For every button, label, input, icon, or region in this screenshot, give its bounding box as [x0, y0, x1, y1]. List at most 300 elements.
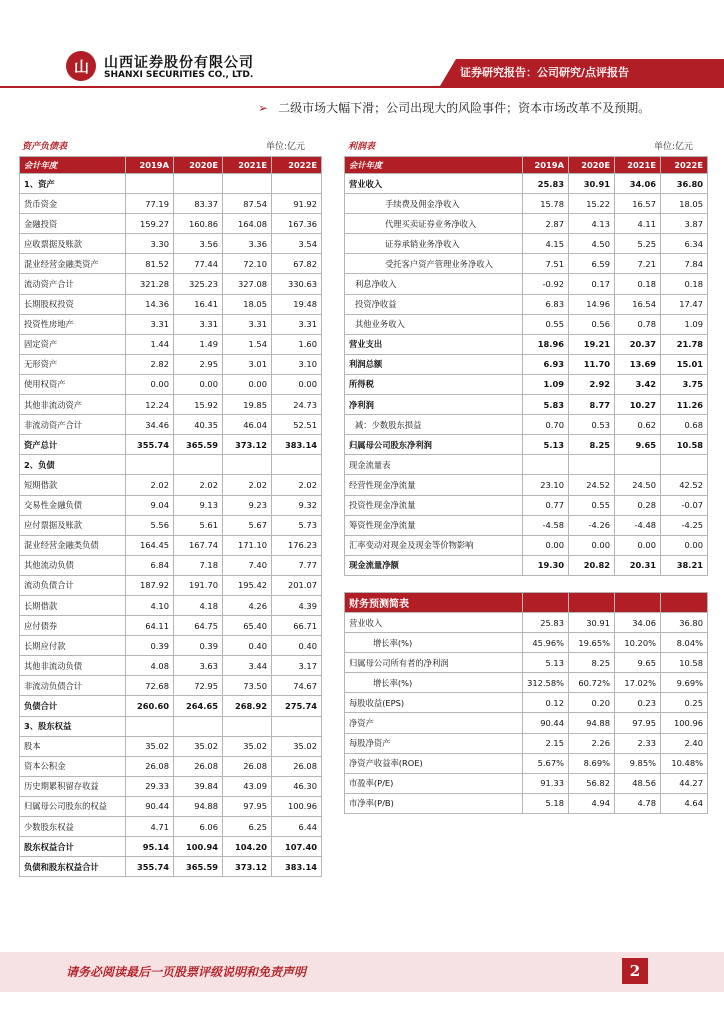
row-label: 受托客户资产管理业务净收入 — [345, 254, 523, 274]
row-value: 0.77 — [523, 495, 569, 515]
row-value: 0.18 — [661, 274, 708, 294]
table-row — [345, 415, 708, 435]
row-value: 107.40 — [272, 837, 322, 857]
row-value: 0.00 — [272, 374, 322, 394]
row-value: -0.07 — [661, 495, 708, 515]
row-value: 355.74 — [126, 435, 174, 455]
row-value: 100.96 — [272, 796, 322, 816]
page-header — [0, 0, 724, 100]
row-value: 11.26 — [661, 395, 708, 415]
row-value: 24.52 — [569, 475, 615, 495]
row-label: 增长率(%) — [345, 673, 523, 693]
row-value: 34.46 — [126, 415, 174, 435]
row-label: 利息净收入 — [345, 274, 523, 294]
row-value: 15.92 — [174, 395, 223, 415]
row-value: 74.67 — [272, 676, 322, 696]
row-value: 1.49 — [174, 334, 223, 354]
table-row — [345, 174, 708, 194]
row-value: 6.84 — [126, 555, 174, 575]
company-logo: 山 — [66, 51, 96, 81]
table-row — [345, 495, 708, 515]
row-value: 2.02 — [223, 475, 272, 495]
row-label: 代理买卖证券业务净收入 — [345, 214, 523, 234]
row-value: 52.51 — [272, 415, 322, 435]
table-row — [20, 294, 322, 314]
row-label: 归属母公司股东的权益 — [20, 796, 126, 816]
row-value: 365.59 — [174, 435, 223, 455]
row-value: 46.30 — [272, 776, 322, 796]
row-value: 91.92 — [272, 194, 322, 214]
row-value: 10.58 — [661, 653, 708, 673]
row-label: 净利润 — [345, 395, 523, 415]
cashflow-section-row — [345, 455, 708, 475]
row-value: 43.09 — [223, 776, 272, 796]
row-value: 373.12 — [223, 857, 272, 877]
table-row — [345, 274, 708, 294]
row-value: 48.56 — [615, 773, 661, 793]
row-label: 历史期累积留存收益 — [20, 776, 126, 796]
row-label: 市盈率(P/E) — [345, 773, 523, 793]
row-label: 应收票据及账款 — [20, 234, 126, 254]
row-value: 4.94 — [569, 793, 615, 813]
row-value: 72.68 — [126, 676, 174, 696]
row-value: 26.08 — [272, 756, 322, 776]
row-value: 3.31 — [126, 314, 174, 334]
row-label: 少数股东权益 — [20, 817, 126, 837]
row-value: 9.13 — [174, 495, 223, 515]
row-label: 净资产 — [345, 713, 523, 733]
table-row — [20, 837, 322, 857]
row-value: 1.54 — [223, 334, 272, 354]
income-statement-table — [344, 156, 708, 814]
row-value: 38.21 — [661, 555, 708, 575]
row-value: 15.01 — [661, 354, 708, 374]
row-value: 5.13 — [523, 653, 569, 673]
row-value: 1.09 — [523, 374, 569, 394]
row-value — [174, 716, 223, 736]
risk-bullet — [258, 99, 650, 116]
table-row — [20, 756, 322, 776]
row-value: 1.09 — [661, 314, 708, 334]
row-label: 非流动负债合计 — [20, 676, 126, 696]
row-value: 2.02 — [126, 475, 174, 495]
row-label: 归属母公司所有者的净利润 — [345, 653, 523, 673]
row-label: 归属母公司股东净利润 — [345, 435, 523, 455]
table-row — [345, 555, 708, 575]
row-label: 投资净收益 — [345, 294, 523, 314]
row-value: 164.45 — [126, 535, 174, 555]
row-value: 6.93 — [523, 354, 569, 374]
row-label: 2、负债 — [20, 455, 126, 475]
row-value: 2.92 — [569, 374, 615, 394]
row-value: 42.52 — [661, 475, 708, 495]
table-row — [20, 174, 322, 194]
row-value: 260.60 — [126, 696, 174, 716]
header-divider — [0, 86, 724, 88]
row-value: 67.82 — [272, 254, 322, 274]
row-value: 5.25 — [615, 234, 661, 254]
company-name-en: SHANXI SECURITIES CO., LTD. — [104, 70, 254, 80]
table-header-row — [20, 157, 322, 174]
table-row — [20, 194, 322, 214]
row-label: 汇率变动对现金及现金等价物影响 — [345, 535, 523, 555]
table-row — [20, 354, 322, 374]
row-value: 187.92 — [126, 575, 174, 595]
row-value: 167.36 — [272, 214, 322, 234]
row-label: 营业支出 — [345, 334, 523, 354]
row-label: 负债和股东权益合计 — [20, 857, 126, 877]
row-value: 3.01 — [223, 354, 272, 374]
row-value: 7.77 — [272, 555, 322, 575]
row-value: 30.91 — [569, 174, 615, 194]
row-label: 投资性现金净流量 — [345, 495, 523, 515]
table-row — [345, 374, 708, 394]
row-value: 0.55 — [569, 495, 615, 515]
row-label: 其他非流动负债 — [20, 656, 126, 676]
row-value: 91.33 — [523, 773, 569, 793]
row-value — [126, 716, 174, 736]
header-year: 2021E — [615, 157, 661, 174]
row-value: 201.07 — [272, 575, 322, 595]
row-value: 3.17 — [272, 656, 322, 676]
table-row — [20, 535, 322, 555]
header-year: 2019A — [126, 157, 174, 174]
row-value: 18.05 — [223, 294, 272, 314]
row-value: 0.00 — [223, 374, 272, 394]
table-row — [20, 415, 322, 435]
row-value: 9.65 — [615, 435, 661, 455]
row-value — [174, 174, 223, 194]
table-row — [345, 693, 708, 713]
row-value: 20.82 — [569, 555, 615, 575]
row-label: 流动负债合计 — [20, 575, 126, 595]
row-value: 16.57 — [615, 194, 661, 214]
row-value: 2.15 — [523, 733, 569, 753]
row-value: 0.53 — [569, 415, 615, 435]
table-row — [20, 616, 322, 636]
row-value: 2.33 — [615, 733, 661, 753]
row-label: 固定资产 — [20, 334, 126, 354]
row-value: 5.83 — [523, 395, 569, 415]
row-value: 9.69% — [661, 673, 708, 693]
row-value: 6.25 — [223, 817, 272, 837]
table-row — [20, 575, 322, 595]
header-year: 2019A — [523, 157, 569, 174]
row-label: 每股收益(EPS) — [345, 693, 523, 713]
row-value: 3.31 — [272, 314, 322, 334]
row-value: 0.68 — [661, 415, 708, 435]
row-label: 经营性现金净流量 — [345, 475, 523, 495]
header-year: 2020E — [569, 157, 615, 174]
row-value: 3.42 — [615, 374, 661, 394]
row-value — [272, 455, 322, 475]
table-row — [345, 314, 708, 334]
row-value: 19.30 — [523, 555, 569, 575]
row-value: 36.80 — [661, 174, 708, 194]
row-value: 164.08 — [223, 214, 272, 234]
row-value: 3.75 — [661, 374, 708, 394]
table-row — [345, 633, 708, 653]
row-value: 4.11 — [615, 214, 661, 234]
row-value: 73.50 — [223, 676, 272, 696]
row-label: 金融投资 — [20, 214, 126, 234]
row-value: 35.02 — [272, 736, 322, 756]
row-label: 短期借款 — [20, 475, 126, 495]
row-value: 8.25 — [569, 653, 615, 673]
row-value — [272, 716, 322, 736]
row-value: 65.40 — [223, 616, 272, 636]
table-row — [345, 334, 708, 354]
row-value: 4.50 — [569, 234, 615, 254]
row-value: 5.73 — [272, 515, 322, 535]
row-value: 66.71 — [272, 616, 322, 636]
row-value: 8.25 — [569, 435, 615, 455]
row-value: 94.88 — [174, 796, 223, 816]
row-label: 3、股东权益 — [20, 716, 126, 736]
table-row — [20, 676, 322, 696]
row-value: 0.00 — [569, 535, 615, 555]
row-value: 5.67% — [523, 753, 569, 773]
row-value: 383.14 — [272, 857, 322, 877]
row-value: 34.06 — [615, 612, 661, 632]
table-row — [20, 495, 322, 515]
table-row — [345, 733, 708, 753]
row-value: 14.96 — [569, 294, 615, 314]
row-value: 90.44 — [523, 713, 569, 733]
row-value: -0.92 — [523, 274, 569, 294]
row-value: 5.61 — [174, 515, 223, 535]
row-value: 15.22 — [569, 194, 615, 214]
table-row — [345, 254, 708, 274]
row-value: 4.13 — [569, 214, 615, 234]
row-value: 10.27 — [615, 395, 661, 415]
row-value: 35.02 — [223, 736, 272, 756]
row-label: 市净率(P/B) — [345, 793, 523, 813]
row-value: 19.21 — [569, 334, 615, 354]
row-label: 资本公积金 — [20, 756, 126, 776]
table-row — [345, 612, 708, 632]
table-row — [345, 653, 708, 673]
row-value: 160.86 — [174, 214, 223, 234]
row-value: 104.20 — [223, 837, 272, 857]
row-value: -4.25 — [661, 515, 708, 535]
row-value: 46.04 — [223, 415, 272, 435]
row-value: 0.18 — [615, 274, 661, 294]
row-value: 6.34 — [661, 234, 708, 254]
table-row — [345, 753, 708, 773]
row-value: 3.54 — [272, 234, 322, 254]
row-value: 40.35 — [174, 415, 223, 435]
table-row — [20, 254, 322, 274]
row-value: 23.10 — [523, 475, 569, 495]
table-row — [345, 713, 708, 733]
table-row — [20, 334, 322, 354]
row-value: 0.62 — [615, 415, 661, 435]
row-value: 355.74 — [126, 857, 174, 877]
row-value: 17.02% — [615, 673, 661, 693]
row-value: -4.58 — [523, 515, 569, 535]
row-value: 191.70 — [174, 575, 223, 595]
row-value: 24.50 — [615, 475, 661, 495]
row-label: 使用权资产 — [20, 374, 126, 394]
row-value: 10.20% — [615, 633, 661, 653]
row-value: 11.70 — [569, 354, 615, 374]
table-row — [20, 595, 322, 615]
row-value: 8.04% — [661, 633, 708, 653]
row-value: 45.96% — [523, 633, 569, 653]
empty-cell — [661, 455, 708, 475]
row-value: 6.83 — [523, 294, 569, 314]
row-label: 每股净资产 — [345, 733, 523, 753]
row-value: 0.55 — [523, 314, 569, 334]
row-label: 货币资金 — [20, 194, 126, 214]
table-row — [345, 793, 708, 813]
row-value: 8.77 — [569, 395, 615, 415]
row-value: 2.02 — [174, 475, 223, 495]
row-label: 负债合计 — [20, 696, 126, 716]
row-value: 8.69% — [569, 753, 615, 773]
row-value: 2.02 — [272, 475, 322, 495]
row-label: 筹资性现金净流量 — [345, 515, 523, 535]
row-value: 34.06 — [615, 174, 661, 194]
row-value — [223, 716, 272, 736]
row-label: 营业收入 — [345, 174, 523, 194]
row-value: 15.78 — [523, 194, 569, 214]
row-value: 325.23 — [174, 274, 223, 294]
row-value: 56.82 — [569, 773, 615, 793]
row-label: 流动资产合计 — [20, 274, 126, 294]
table-row — [345, 515, 708, 535]
row-value: 4.15 — [523, 234, 569, 254]
row-value: 4.78 — [615, 793, 661, 813]
row-value: 39.84 — [174, 776, 223, 796]
row-value: 6.44 — [272, 817, 322, 837]
row-label: 所得税 — [345, 374, 523, 394]
row-value: 97.95 — [223, 796, 272, 816]
row-label: 1、资产 — [20, 174, 126, 194]
row-value: 100.96 — [661, 713, 708, 733]
row-label: 净资产收益率(ROE) — [345, 753, 523, 773]
row-value: 10.48% — [661, 753, 708, 773]
row-value: 20.37 — [615, 334, 661, 354]
row-value: 171.10 — [223, 535, 272, 555]
row-value: 167.74 — [174, 535, 223, 555]
row-value: 24.73 — [272, 395, 322, 415]
row-value: 72.10 — [223, 254, 272, 274]
row-value: 25.83 — [523, 612, 569, 632]
row-value: -4.26 — [569, 515, 615, 535]
row-value — [174, 455, 223, 475]
table-header-row — [345, 157, 708, 174]
row-value: 4.08 — [126, 656, 174, 676]
cashflow-section-row-label: 现金流量表 — [345, 455, 523, 475]
row-value: 0.00 — [615, 535, 661, 555]
row-value: 9.23 — [223, 495, 272, 515]
row-value: 1.60 — [272, 334, 322, 354]
balance-unit: 单位:亿元 — [266, 142, 306, 152]
risk-text: 二级市场大幅下滑；公司出现大的风险事件；资本市场改革不及预期。 — [278, 101, 651, 115]
row-label: 其他流动负债 — [20, 555, 126, 575]
row-value: 9.65 — [615, 653, 661, 673]
row-value: 0.40 — [223, 636, 272, 656]
row-value: 3.63 — [174, 656, 223, 676]
row-label: 利润总额 — [345, 354, 523, 374]
row-value: 365.59 — [174, 857, 223, 877]
header-year: 2020E — [174, 157, 223, 174]
row-label: 现金流量净额 — [345, 555, 523, 575]
row-value: 7.18 — [174, 555, 223, 575]
row-value: 4.64 — [661, 793, 708, 813]
row-value: 3.10 — [272, 354, 322, 374]
row-value — [126, 174, 174, 194]
row-value: 64.75 — [174, 616, 223, 636]
empty-cell — [615, 592, 661, 612]
row-label: 混业经营金融类负债 — [20, 535, 126, 555]
row-value: 6.06 — [174, 817, 223, 837]
row-value: 9.04 — [126, 495, 174, 515]
row-value: 0.25 — [661, 693, 708, 713]
row-value: 0.39 — [126, 636, 174, 656]
row-label: 长期股权投资 — [20, 294, 126, 314]
header-year: 2022E — [661, 157, 708, 174]
row-value: 321.28 — [126, 274, 174, 294]
row-value: 19.65% — [569, 633, 615, 653]
row-value: 0.39 — [174, 636, 223, 656]
spacer-row — [345, 575, 708, 592]
table-row — [20, 435, 322, 455]
empty-cell — [615, 455, 661, 475]
row-value: 94.88 — [569, 713, 615, 733]
row-value: 12.24 — [126, 395, 174, 415]
row-value: 64.11 — [126, 616, 174, 636]
table-row — [20, 475, 322, 495]
row-value: 19.85 — [223, 395, 272, 415]
row-label: 股本 — [20, 736, 126, 756]
row-value: 195.42 — [223, 575, 272, 595]
row-label: 证券承销业务净收入 — [345, 234, 523, 254]
table-row — [345, 475, 708, 495]
table-row — [345, 354, 708, 374]
row-value: 60.72% — [569, 673, 615, 693]
row-value: 20.31 — [615, 555, 661, 575]
row-value: 90.44 — [126, 796, 174, 816]
table-row — [20, 555, 322, 575]
row-value: 16.41 — [174, 294, 223, 314]
row-value: 6.59 — [569, 254, 615, 274]
table-row — [345, 214, 708, 234]
row-value: 3.36 — [223, 234, 272, 254]
row-value: 0.12 — [523, 693, 569, 713]
row-label: 营业收入 — [345, 612, 523, 632]
row-value: 5.56 — [126, 515, 174, 535]
row-value: 72.95 — [174, 676, 223, 696]
row-value: 100.94 — [174, 837, 223, 857]
row-value: 95.14 — [126, 837, 174, 857]
row-value: 44.27 — [661, 773, 708, 793]
row-value: 97.95 — [615, 713, 661, 733]
row-label: 混业经营金融类资产 — [20, 254, 126, 274]
table-row — [345, 535, 708, 555]
table-row — [20, 857, 322, 877]
row-value: 2.82 — [126, 354, 174, 374]
row-value: 7.21 — [615, 254, 661, 274]
table-row — [20, 274, 322, 294]
row-value: 87.54 — [223, 194, 272, 214]
header-label: 会计年度 — [20, 157, 126, 174]
row-label: 交易性金融负债 — [20, 495, 126, 515]
row-value: 4.26 — [223, 595, 272, 615]
row-value: 9.32 — [272, 495, 322, 515]
